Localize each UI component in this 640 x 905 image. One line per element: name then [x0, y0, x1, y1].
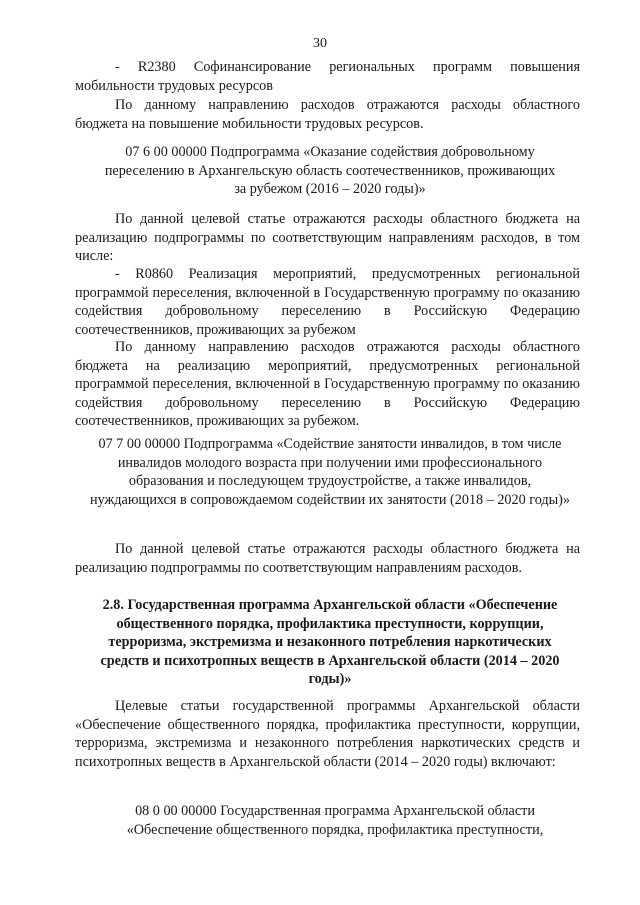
- paragraph-r0860: - R0860 Реализация мероприятий, предусмотренных региональной программой переселения, включенной в Государственную программу по оказанию содействия добровольному переселению в Российскую Федерацию соотечественников, проживающих за рубежом: [75, 266, 580, 338]
- paragraph-section-2-8-intro: Целевые статьи государственной программы Архангельской области «Обеспечение общественного порядка, профилактика преступности, коррупции, терроризма, экстремизма и незаконного потребления наркотических средств и психотропных веществ в Архангельской области (2014 – 2020 годы) включают:: [75, 698, 580, 770]
- paragraph-subprogram-07-7-intro: По данной целевой статье отражаются расходы областного бюджета на реализацию подпрограммы по соответствующим направлениям расходов.: [75, 541, 580, 576]
- heading-subprogram-07-7: 07 7 00 00000 Подпрограмма «Содействие занятости инвалидов, в том числе инвалидов молодого возраста при получении ими профессионального образования и последующем трудоустройстве, а также инвалидов, нуждающихся в сопровождаемом содействии их занятости (2018 – 2020 годы)»: [90, 436, 570, 508]
- paragraph-r0860-description: По данному направлению расходов отражаются расходы областного бюджета на реализацию мероприятий, предусмотренных региональной программой переселения, включенной в Государственную программу по оказанию содействия добровольному переселению в Российскую Федерацию соотечественников, проживающих за рубежом.: [75, 339, 580, 430]
- paragraph-r2380-description: По данному направлению расходов отражаются расходы областного бюджета на повышение мобильности трудовых ресурсов.: [75, 97, 580, 132]
- paragraph-r2380: - R2380 Софинансирование региональных программ повышения мобильности трудовых ресурсов: [75, 59, 580, 94]
- paragraph-subprogram-07-6-intro: По данной целевой статье отражаются расходы областного бюджета на реализацию подпрограммы по соответствующим направлениям расходов, в том числе:: [75, 211, 580, 265]
- heading-program-08: 08 0 00 00000 Государственная программа Архангельской области «Обеспечение общественного порядка, профилактика преступности,: [126, 803, 544, 838]
- heading-subprogram-07-6: 07 6 00 00000 Подпрограмма «Оказание содействия добровольному переселению в Архангельскую область соотечественников, проживающих за рубежом (2016 – 2020 годы)»: [104, 144, 556, 198]
- section-title-2-8: 2.8. Государственная программа Архангельской области «Обеспечение общественного порядка, профилактика преступности, коррупции, терроризма, экстремизма и незаконного потребления наркотических средств и психотропных веществ в Архангельской области (2014 – 2020 годы)»: [100, 597, 560, 688]
- page-number: 30: [313, 36, 327, 51]
